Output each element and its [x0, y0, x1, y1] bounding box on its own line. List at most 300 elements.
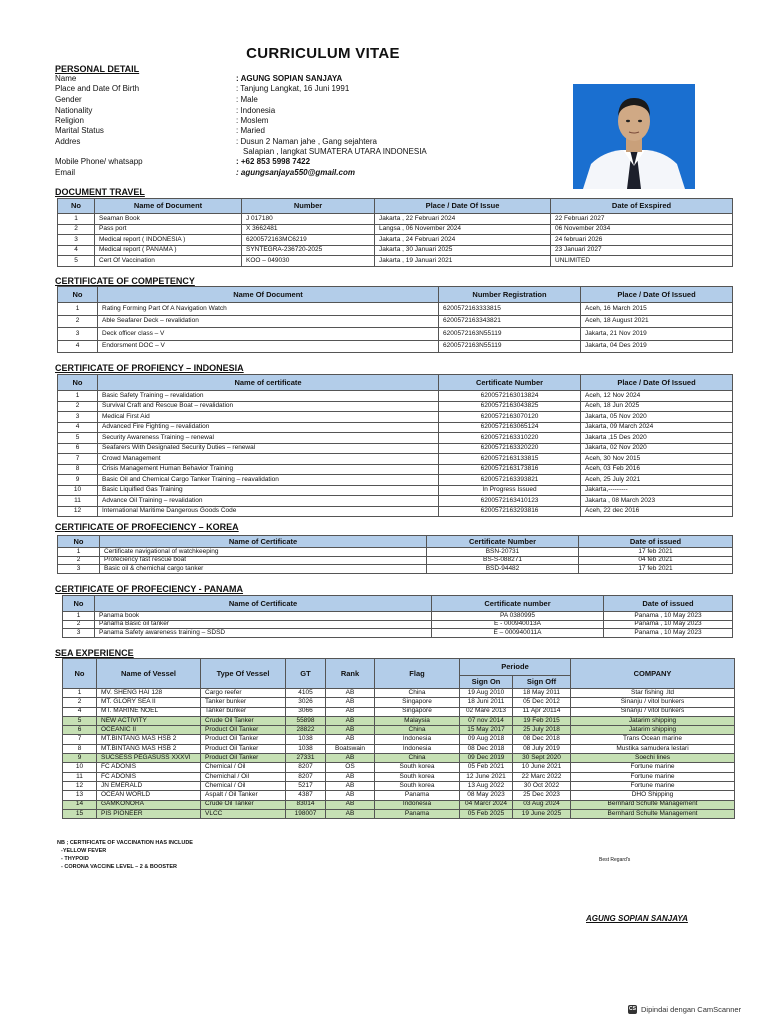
table-cell: E - 000940013A: [432, 620, 604, 629]
table-row: [58, 422, 733, 433]
column-header: Name Of Document: [98, 287, 439, 303]
table-cell: AB: [326, 726, 375, 735]
table-row: [58, 433, 733, 444]
column-header: Number: [242, 199, 375, 214]
column-header: Number Registration: [439, 287, 581, 303]
table-cell: 08 Dec 2018: [513, 735, 571, 744]
column-header: Place / Date Of Issued: [581, 287, 733, 303]
personal-label: Marital Status: [55, 126, 104, 135]
sea-experience-heading: SEA EXPERIENCE: [55, 648, 134, 658]
table-cell: Product Oil Tanker: [201, 735, 286, 744]
table-cell: 22 Februari 2027: [551, 214, 733, 225]
table-cell: DHO Shipping: [571, 791, 735, 800]
competency-table: [57, 286, 733, 353]
table-cell: 18 May 2011: [513, 689, 571, 698]
table-cell: Star fishing .ltd: [571, 689, 735, 698]
table-cell: 25 July 2018: [513, 726, 571, 735]
personal-label: Mobile Phone/ whatsapp: [55, 157, 143, 166]
table-cell: 3026: [286, 698, 326, 707]
camscanner-logo-icon: CS: [629, 1006, 636, 1012]
column-header: Type Of Vessel: [201, 659, 286, 689]
table-cell: 3: [58, 565, 100, 574]
sea-experience-row: [63, 763, 735, 772]
table-cell: Panama: [375, 809, 460, 818]
table-row: [58, 328, 733, 341]
sea-experience-row: [63, 772, 735, 781]
table-cell: SYNTEGRA-236720-2025: [242, 245, 375, 256]
best-regards: Best Regard's: [599, 857, 631, 863]
table-cell: Indonesia: [375, 735, 460, 744]
table-cell: Advance Oil Training – revalidation: [98, 496, 439, 507]
table-cell: 8: [63, 744, 97, 753]
table-cell: AB: [326, 689, 375, 698]
table-cell: South korea: [375, 772, 460, 781]
table-cell: Aspalt / Oil Tanker: [201, 791, 286, 800]
table-cell: 7: [58, 454, 98, 465]
table-cell: Bernhard Schulte Management: [571, 800, 735, 809]
table-cell: 19 Aug 2010: [460, 689, 513, 698]
table-cell: MT.BINTANG MAS HSB 2: [97, 744, 201, 753]
table-cell: Singapore: [375, 698, 460, 707]
table-cell: Able Seafarer Deck – revalidation: [98, 315, 439, 328]
sea-experience-row: [63, 791, 735, 800]
table-cell: AB: [326, 772, 375, 781]
column-header: Name of Certificate: [95, 596, 432, 612]
table-cell: 6: [58, 443, 98, 454]
table-cell: Crowd Management: [98, 454, 439, 465]
document-travel-table: [57, 198, 733, 267]
table-cell: Jakarta, 21 Nov 2019: [581, 328, 733, 341]
table-cell: Jatarim shipping: [571, 726, 735, 735]
table-cell: 6200572163065124: [439, 422, 581, 433]
table-cell: Crisis Management Human Behavior Training: [98, 464, 439, 475]
table-cell: 11: [63, 772, 97, 781]
table-row: [58, 485, 733, 496]
table-cell: 25 Dec 2023: [513, 791, 571, 800]
table-cell: 3066: [286, 707, 326, 716]
table-cell: South korea: [375, 763, 460, 772]
table-row: [58, 496, 733, 507]
table-cell: 13 Aug 2022: [460, 781, 513, 790]
table-cell: 14: [63, 800, 97, 809]
table-cell: Panama book: [95, 612, 432, 621]
table-row: [58, 565, 733, 574]
table-row: [63, 629, 733, 638]
table-cell: 5: [63, 716, 97, 725]
table-cell: 6200572163MC6219: [242, 235, 375, 246]
table-cell: NEW ACTIVITY: [97, 716, 201, 725]
table-cell: 6200572163N55119: [439, 328, 581, 341]
sea-experience-table: [62, 658, 735, 819]
column-header: Certificate Number: [439, 375, 581, 391]
person-photo-icon: [573, 84, 695, 189]
table-cell: Aceh, 16 March 2015: [581, 303, 733, 316]
table-cell: 198007: [286, 809, 326, 818]
document-travel-heading: DOCUMENT TRAVEL: [55, 187, 145, 197]
table-cell: 1: [58, 303, 98, 316]
table-cell: BS-S-088271: [427, 556, 579, 565]
table-cell: 12: [58, 506, 98, 517]
table-cell: FC ADONIS: [97, 772, 201, 781]
table-row: [58, 340, 733, 353]
table-cell: 6200572163320220: [439, 443, 581, 454]
table-cell: JN EMERALD: [97, 781, 201, 790]
table-row: [58, 401, 733, 412]
table-cell: Basic Safety Training – revalidation: [98, 391, 439, 402]
table-cell: 05 Dec 2012: [513, 698, 571, 707]
table-cell: 6200572163043825: [439, 401, 581, 412]
table-cell: Cert Of Vaccination: [95, 256, 242, 267]
table-cell: PA 0380995: [432, 612, 604, 621]
sea-experience-row: [63, 689, 735, 698]
table-cell: 6200572163410123: [439, 496, 581, 507]
table-cell: 2: [58, 315, 98, 328]
table-cell: Chemical / Oil: [201, 781, 286, 790]
competency-heading: CERTIFICATE OF COMPETENCY: [55, 276, 195, 286]
table-row: [58, 245, 733, 256]
table-cell: 04 Marcr 2024: [460, 800, 513, 809]
table-cell: Bernhard Schulte Management: [571, 809, 735, 818]
table-row: [58, 214, 733, 225]
table-cell: Cargo reefer: [201, 689, 286, 698]
table-cell: 09 Aug 2018: [460, 735, 513, 744]
table-row: [58, 464, 733, 475]
table-cell: 1: [58, 214, 95, 225]
profile-photo: [573, 84, 695, 189]
table-row: [58, 443, 733, 454]
table-cell: 12: [63, 781, 97, 790]
table-cell: Panama Basic oil tanker: [95, 620, 432, 629]
table-cell: Aceh, 18 Jun 2025: [581, 401, 733, 412]
table-cell: E – 000940011A: [432, 629, 604, 638]
table-cell: Aceh, 03 Feb 2016: [581, 464, 733, 475]
table-cell: Fortune marine: [571, 763, 735, 772]
table-cell: 15 May 2017: [460, 726, 513, 735]
personal-value: : +62 853 5998 7422: [236, 157, 311, 166]
personal-label: Name: [55, 74, 77, 83]
table-cell: Panama , 10 May 2023: [604, 629, 733, 638]
table-cell: Aceh, 22 dec 2016: [581, 506, 733, 517]
table-cell: OS: [326, 763, 375, 772]
table-cell: South korea: [375, 781, 460, 790]
table-cell: 19 June 2025: [513, 809, 571, 818]
table-cell: 6200572163293816: [439, 506, 581, 517]
table-cell: 6200572163310220: [439, 433, 581, 444]
column-header: Name of certificate: [98, 375, 439, 391]
table-cell: 2: [58, 556, 100, 565]
table-cell: 2: [63, 620, 95, 629]
table-cell: Panama , 10 May 2023: [604, 620, 733, 629]
table-cell: AB: [326, 716, 375, 725]
table-cell: 4: [58, 422, 98, 433]
table-cell: MT. MARINE NOEL: [97, 707, 201, 716]
table-cell: 83014: [286, 800, 326, 809]
personal-value: : Maried: [236, 126, 265, 135]
table-cell: Survival Craft and Rescue Boat – revalidation: [98, 401, 439, 412]
table-cell: 03 Aug 2024: [513, 800, 571, 809]
personal-value: Salapian , langkat SUMATERA UTARA INDONESIA: [243, 147, 427, 156]
column-header: Date of Exspired: [551, 199, 733, 214]
table-cell: 17 feb 2021: [579, 548, 733, 557]
camscanner-watermark: [628, 1005, 741, 1014]
table-cell: 12 June 2021: [460, 772, 513, 781]
table-cell: Jakarta , 08 March 2023: [581, 496, 733, 507]
column-header: Certificate Number: [427, 536, 579, 548]
table-cell: Seaman Book: [95, 214, 242, 225]
table-cell: SUCSESS PEGASUSS XXXVI: [97, 754, 201, 763]
table-row: [58, 315, 733, 328]
table-cell: Aceh, 12 Nov 2024: [581, 391, 733, 402]
vaccine-corona: - CORONA VACCINE LEVEL – 2 & BOOSTER: [61, 864, 178, 870]
camscanner-text: Dipindai dengan CamScanner: [641, 1005, 742, 1014]
table-cell: Jatarim shipping: [571, 716, 735, 725]
table-cell: Soechi lines: [571, 754, 735, 763]
table-cell: 6200572163N55119: [439, 340, 581, 353]
table-cell: 1: [63, 612, 95, 621]
table-cell: Langsa , 06 November 2024: [375, 224, 551, 235]
table-row: [58, 548, 733, 557]
sea-experience-row: [63, 754, 735, 763]
table-cell: Basic Oil and Chemical Cargo Tanker Training – reavalidation: [98, 475, 439, 486]
table-cell: 4105: [286, 689, 326, 698]
table-cell: International Maritime Dangerous Goods Code: [98, 506, 439, 517]
table-cell: Panama , 10 May 2023: [604, 612, 733, 621]
table-cell: Deck officer class – V: [98, 328, 439, 341]
table-cell: Jakarta,---------: [581, 485, 733, 496]
table-cell: 6: [63, 726, 97, 735]
proficiency-panama-heading: CERTIFICATE OF PROFECIENCY - PANAMA: [55, 584, 244, 594]
table-cell: 30 Oct 2022: [513, 781, 571, 790]
table-row: [63, 620, 733, 629]
table-cell: 24 februari 2026: [551, 235, 733, 246]
sea-experience-row: [63, 735, 735, 744]
table-row: [58, 224, 733, 235]
column-header: Name of Document: [95, 199, 242, 214]
table-cell: 1038: [286, 735, 326, 744]
page-title: CURRICULUM VITAE: [246, 45, 400, 62]
table-cell: 3: [58, 412, 98, 423]
table-cell: 5: [58, 256, 95, 267]
table-cell: X 3662481: [242, 224, 375, 235]
table-cell: Basic oil & chemichal cargo tanker: [100, 565, 427, 574]
personal-value: : Moslem: [236, 116, 269, 125]
table-cell: AB: [326, 809, 375, 818]
column-header: Periode: [460, 659, 571, 676]
table-cell: Rating Forming Part Of A Navigation Watch: [98, 303, 439, 316]
table-cell: 22 Marc 2022: [513, 772, 571, 781]
table-cell: 3: [58, 235, 95, 246]
vaccine-thypoid: - THYPOID: [61, 856, 89, 862]
table-cell: Panama Safety awareness training – SDSD: [95, 629, 432, 638]
table-cell: 15: [63, 809, 97, 818]
table-cell: 6200572163070120: [439, 412, 581, 423]
table-cell: Seafarers With Designated Security Duties – renewal: [98, 443, 439, 454]
table-cell: 8: [58, 464, 98, 475]
table-cell: Indonesia: [375, 744, 460, 753]
table-cell: 3: [63, 629, 95, 638]
sea-experience-row: [63, 744, 735, 753]
table-cell: GAMKONORA: [97, 800, 201, 809]
table-cell: 1: [58, 391, 98, 402]
table-cell: 27331: [286, 754, 326, 763]
sea-experience-row: [63, 800, 735, 809]
table-cell: Fortune marine: [571, 781, 735, 790]
table-cell: 4: [58, 245, 95, 256]
table-cell: Chemichal / Oil: [201, 772, 286, 781]
table-cell: Tanker bunker: [201, 707, 286, 716]
column-header: No: [58, 375, 98, 391]
table-cell: 08 May 2023: [460, 791, 513, 800]
proficiency-panama-table: [62, 595, 733, 638]
personal-label: Addres: [55, 137, 81, 146]
table-cell: OCEANIC II: [97, 726, 201, 735]
table-cell: J 017180: [242, 214, 375, 225]
table-cell: Indonesia: [375, 800, 460, 809]
table-cell: FC ADONIS: [97, 763, 201, 772]
table-cell: 7: [63, 735, 97, 744]
table-row: [63, 612, 733, 621]
column-header: Place / Date Of Issue: [375, 199, 551, 214]
table-cell: Fortune marine: [571, 772, 735, 781]
table-cell: 10: [63, 763, 97, 772]
table-row: [58, 303, 733, 316]
table-cell: 02 Mare 2013: [460, 707, 513, 716]
table-cell: Advanced Fire Fighting – revalidation: [98, 422, 439, 433]
column-header: Date of issued: [604, 596, 733, 612]
personal-detail-heading: PERSONAL DETAIL: [55, 64, 140, 74]
table-row: [58, 391, 733, 402]
table-cell: 09 Dec 2019: [460, 754, 513, 763]
table-cell: OCEAN WORLD: [97, 791, 201, 800]
sea-experience-row: [63, 698, 735, 707]
table-cell: BSD-94482: [427, 565, 579, 574]
table-cell: Jakarta , 19 Januari 2021: [375, 256, 551, 267]
table-cell: Crude Oil Tanker: [201, 800, 286, 809]
column-header: GT: [286, 659, 326, 689]
table-cell: 4: [58, 340, 98, 353]
table-cell: AB: [326, 781, 375, 790]
personal-label: Place and Date Of Birth: [55, 84, 140, 93]
table-cell: Crude Oil Tanker: [201, 716, 286, 725]
personal-value: : Male: [236, 95, 258, 104]
proficiency-indonesia-heading: CERTIFICATE OF PROFIENCY – INDONESIA: [55, 363, 244, 373]
sea-experience-row: [63, 726, 735, 735]
table-row: [58, 475, 733, 486]
column-subheader: Sign On: [460, 676, 513, 689]
personal-value: : Dusun 2 Naman jahe , Gang sejahtera: [236, 137, 377, 146]
column-header: Flag: [375, 659, 460, 689]
personal-label: Gender: [55, 95, 82, 104]
table-cell: Chemical / Oil: [201, 763, 286, 772]
table-cell: 1: [58, 548, 100, 557]
table-cell: 04 feb 2021: [579, 556, 733, 565]
table-cell: In Progress Issued: [439, 485, 581, 496]
table-cell: 30 Sept 2020: [513, 754, 571, 763]
table-cell: AB: [326, 735, 375, 744]
table-row: [58, 412, 733, 423]
signature-name: AGUNG SOPIAN SANJAYA: [586, 914, 688, 923]
vaccination-note: NB ; CERTIFICATE OF VACCINATION HAS INCLUDE: [57, 840, 193, 846]
table-cell: AB: [326, 754, 375, 763]
table-cell: 07 nov 2014: [460, 716, 513, 725]
table-cell: 13: [63, 791, 97, 800]
table-cell: Jakarta, 05 Nov 2020: [581, 412, 733, 423]
table-cell: 17 feb 2021: [579, 565, 733, 574]
table-cell: AB: [326, 707, 375, 716]
table-cell: 9: [58, 475, 98, 486]
table-cell: Sinanju / vitol bunkers: [571, 698, 735, 707]
table-cell: 9: [63, 754, 97, 763]
table-cell: MT.BINTANG MAS HSB 2: [97, 735, 201, 744]
table-cell: 6200572163173816: [439, 464, 581, 475]
table-cell: Aceh, 30 Nov 2015: [581, 454, 733, 465]
table-cell: 3: [58, 328, 98, 341]
table-cell: 4387: [286, 791, 326, 800]
table-cell: 2: [58, 224, 95, 235]
column-header: Date of issued: [579, 536, 733, 548]
table-row: [58, 256, 733, 267]
table-cell: 1038: [286, 744, 326, 753]
personal-value: : Tanjung Langkat, 16 Juni 1991: [236, 84, 350, 93]
table-cell: 18 Juni 2011: [460, 698, 513, 707]
table-cell: Mustika samudera lestari: [571, 744, 735, 753]
personal-value: : agungsanjaya550@gmail.com: [236, 168, 355, 177]
column-header: Place / Date Of Issued: [581, 375, 733, 391]
vaccine-yellow-fever: -YELLOW FEVER: [61, 848, 107, 854]
table-cell: China: [375, 754, 460, 763]
table-cell: 10 June 2021: [513, 763, 571, 772]
table-cell: BSN-20731: [427, 548, 579, 557]
table-cell: 23 Januari 2027: [551, 245, 733, 256]
table-cell: AB: [326, 800, 375, 809]
table-cell: 4: [63, 707, 97, 716]
table-cell: 6200572163133815: [439, 454, 581, 465]
table-cell: 08 July 2019: [513, 744, 571, 753]
table-cell: 6200572163343821: [439, 315, 581, 328]
table-cell: Panama: [375, 791, 460, 800]
table-row: [58, 556, 733, 565]
column-header: No: [63, 659, 97, 689]
table-cell: Product Oil Tanker: [201, 754, 286, 763]
personal-label: Email: [55, 168, 76, 177]
column-subheader: Sign Off: [513, 676, 571, 689]
table-cell: 5217: [286, 781, 326, 790]
table-cell: VLCC: [201, 809, 286, 818]
table-cell: AB: [326, 698, 375, 707]
table-cell: 11 Apr 20114: [513, 707, 571, 716]
table-cell: Basic Liquified Gas Training: [98, 485, 439, 496]
table-cell: 19 Feb 2015: [513, 716, 571, 725]
table-cell: Sinanju / vitol bunkers: [571, 707, 735, 716]
table-cell: 2: [63, 698, 97, 707]
table-cell: 8207: [286, 772, 326, 781]
table-cell: Aceh, 25 July 2021: [581, 475, 733, 486]
table-cell: KOO – 049030: [242, 256, 375, 267]
sea-experience-row: [63, 716, 735, 725]
table-cell: 6200572163013824: [439, 391, 581, 402]
table-cell: Pass port: [95, 224, 242, 235]
proficiency-korea-heading: CERTIFICATE OF PROFECIENCY – KOREA: [55, 522, 239, 532]
table-cell: Boatswain: [326, 744, 375, 753]
table-cell: 8207: [286, 763, 326, 772]
table-row: [58, 235, 733, 246]
table-cell: Jakarta, 02 Nov 2020: [581, 443, 733, 454]
column-header: No: [58, 536, 100, 548]
table-cell: Medical report ( PANAMA ): [95, 245, 242, 256]
table-cell: Medical report ( INDONESIA ): [95, 235, 242, 246]
table-cell: 1: [63, 689, 97, 698]
table-cell: 28822: [286, 726, 326, 735]
